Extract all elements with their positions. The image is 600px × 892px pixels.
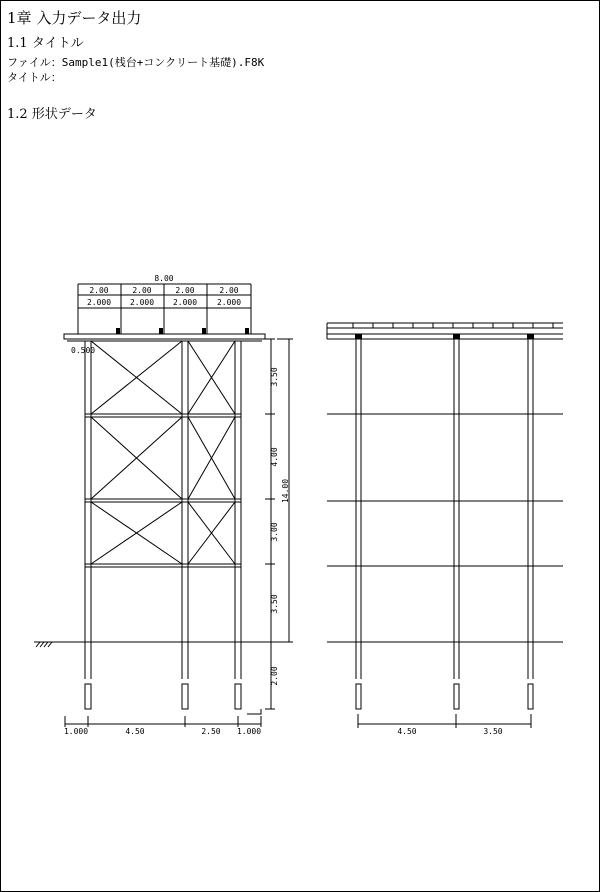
dim-vertical-3: 3.00 (270, 522, 279, 542)
dimension-lines-left (65, 339, 293, 727)
dim-top-row2-3: 2.000 (172, 298, 198, 307)
structure-drawing (1, 1, 599, 891)
section-number: 1.1 (7, 36, 28, 51)
dim-bottom-left-2: 4.50 (125, 727, 145, 736)
ground-line-left (34, 642, 285, 647)
dim-bottom-left-4: 1.000 (236, 727, 262, 736)
title-label: タイトル： (7, 71, 62, 84)
bracing-left (91, 341, 235, 564)
section-title: 形状データ (31, 107, 97, 122)
section-number: 1.2 (7, 107, 28, 122)
dim-top-row1-4: 2.00 (219, 286, 239, 295)
dim-vertical-total: 14.00 (281, 478, 290, 504)
dim-top-total: 8.00 (154, 274, 174, 283)
dim-bottom-left-3: 2.50 (201, 727, 221, 736)
dim-top-row2-1: 2.000 (86, 298, 112, 307)
dim-bottom-left-1: 1.000 (63, 727, 89, 736)
dim-offset: 0.500 (71, 346, 96, 355)
file-label: ファイル： (7, 56, 62, 69)
dim-vertical-4: 3.50 (270, 594, 279, 614)
section-title: タイトル (31, 36, 84, 51)
pile-columns-right (356, 339, 533, 709)
dim-bottom-right-2: 3.50 (483, 727, 503, 736)
dim-top-row1-2: 2.00 (132, 286, 152, 295)
dim-top-row1-1: 2.00 (89, 286, 109, 295)
dim-top-row1-3: 2.00 (175, 286, 195, 295)
chapter-number: 1章 (7, 9, 32, 27)
dim-top-row2-4: 2.000 (216, 298, 242, 307)
dim-top-row2-2: 2.000 (129, 298, 155, 307)
dimension-lines-right (358, 714, 531, 728)
dim-vertical-2: 4.00 (270, 447, 279, 467)
beams-left (85, 414, 241, 567)
file-value: Sample1(桟台+コンクリート基礎).F8K (61, 56, 265, 69)
dim-bottom-right-1: 4.50 (397, 727, 417, 736)
chapter-title: 入力データ出力 (36, 9, 142, 27)
dim-vertical-5: 2.00 (270, 666, 279, 686)
dim-vertical-1: 3.50 (270, 367, 279, 387)
